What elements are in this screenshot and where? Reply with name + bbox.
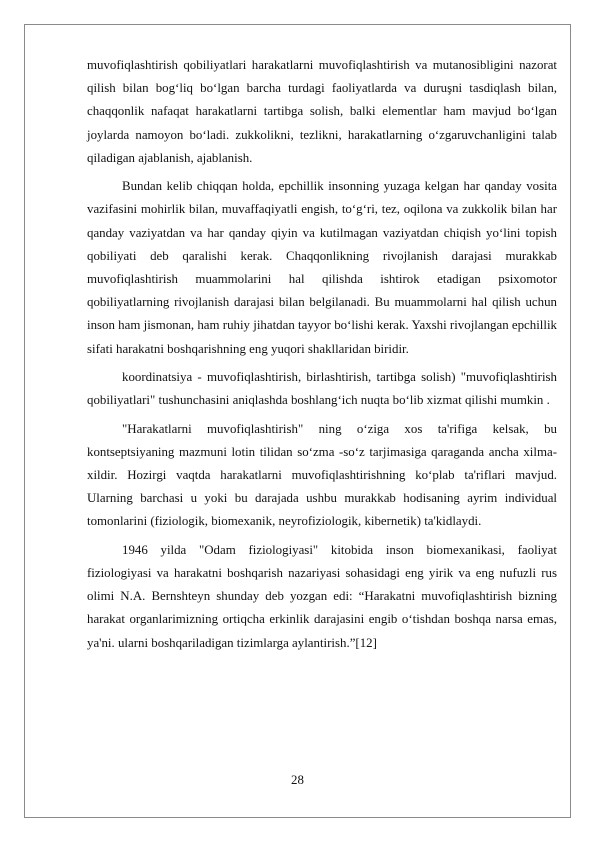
page-number: 28 (291, 773, 304, 787)
paragraph-2: Bundan kelib chiqqan holda, epchillik insonning yuzaga kelgan har qanday vosita vazifasini mohirlik bilan, muvaffaqiyatli engish, to‘g‘ri, tez, oqilona va zukkolik bilan har qanday vaziyatdan va har qanday qiyin va kutilmagan vaziyatdan chiqish yo‘lini topish qobiliyati deb qaralishi kerak. Chaqqonlikning rivojlanish darajasi murakkab muvofiqlashtirish muammolarini hal qilishda ishtirok etadigan psixomotor qobiliyatlarning rivojlanish darajasi bilan belgilanadi. Bu muammolarni hal qilish uchun inson ham jismonan, ham ruhiy jihatdan tayyor bo‘lishi kerak. Yaxshi rivojlangan epchillik sifati harakatni boshqarishning eng yuqori shakllaridan biridir. (87, 179, 557, 356)
paragraph-4: "Harakatlarni muvofiqlashtirish" ning o‘ziga xos ta'rifiga kelsak, bu kontseptsiyaning mazmuni lotin tilidan so‘zma -so‘z tarjimasiga qaraganda ancha xilma-xildir. Hozirgi vaqtda harakatlarni muvofiqlashtirishning ko‘plab ta'riflari mavjud. Ularning barchasi u yoki bu darajada ushbu murakkab hodisaning ayrim individual tomonlarini (fiziologik, biomexanik, neyrofiziologik, kibernetik) ta'kidlaydi. (87, 421, 557, 529)
paragraph-5: 1946 yilda "Odam fiziologiyasi" kitobida inson biomexanikasi, faoliyat fiziologiyasi va harakatni boshqarish nazariyasi sohasidagi eng yirik va eng nufuzli rus olimi N.A. Bernshteyn shunday deb yozgan edi: “Harakatni muvofiqlashtirish bizning harakat organlarimizning ortiqcha erkinlik darajasini engib o‘tishdan boshqa narsa emas, ya'ni. ularni boshqariladigan tizimlarga aylantirish.”[12] (87, 542, 557, 650)
paragraph-3: koordinatsiya - muvofiqlashtirish, birlashtirish, tartibga solish) "muvofiqlashtirish qobiliyatlari" tushunchasini aniqlashda boshlang‘ich nuqta bo‘lib xizmat qilishi mumkin . (87, 370, 557, 408)
document-body (87, 54, 557, 660)
paragraph-1: muvofiqlashtirish qobiliyatlari harakatlarni muvofiqlashtirish va mutanosibligini nazorat qilish bilan bog‘liq bo‘lgan barcha turdagi faoliyatlarda va duruşni tasdiqlash bilan, chaqqonlik nafaqat harakatlarni tartibga solish, balki elementlar ham mavjud bo‘lgan joylarda namoyon bo‘ladi. zukkolikni, tezlikni, harakatlarning o‘zgaruvchanligini talab qiladigan ajablanish, ajablanish. (87, 58, 557, 165)
